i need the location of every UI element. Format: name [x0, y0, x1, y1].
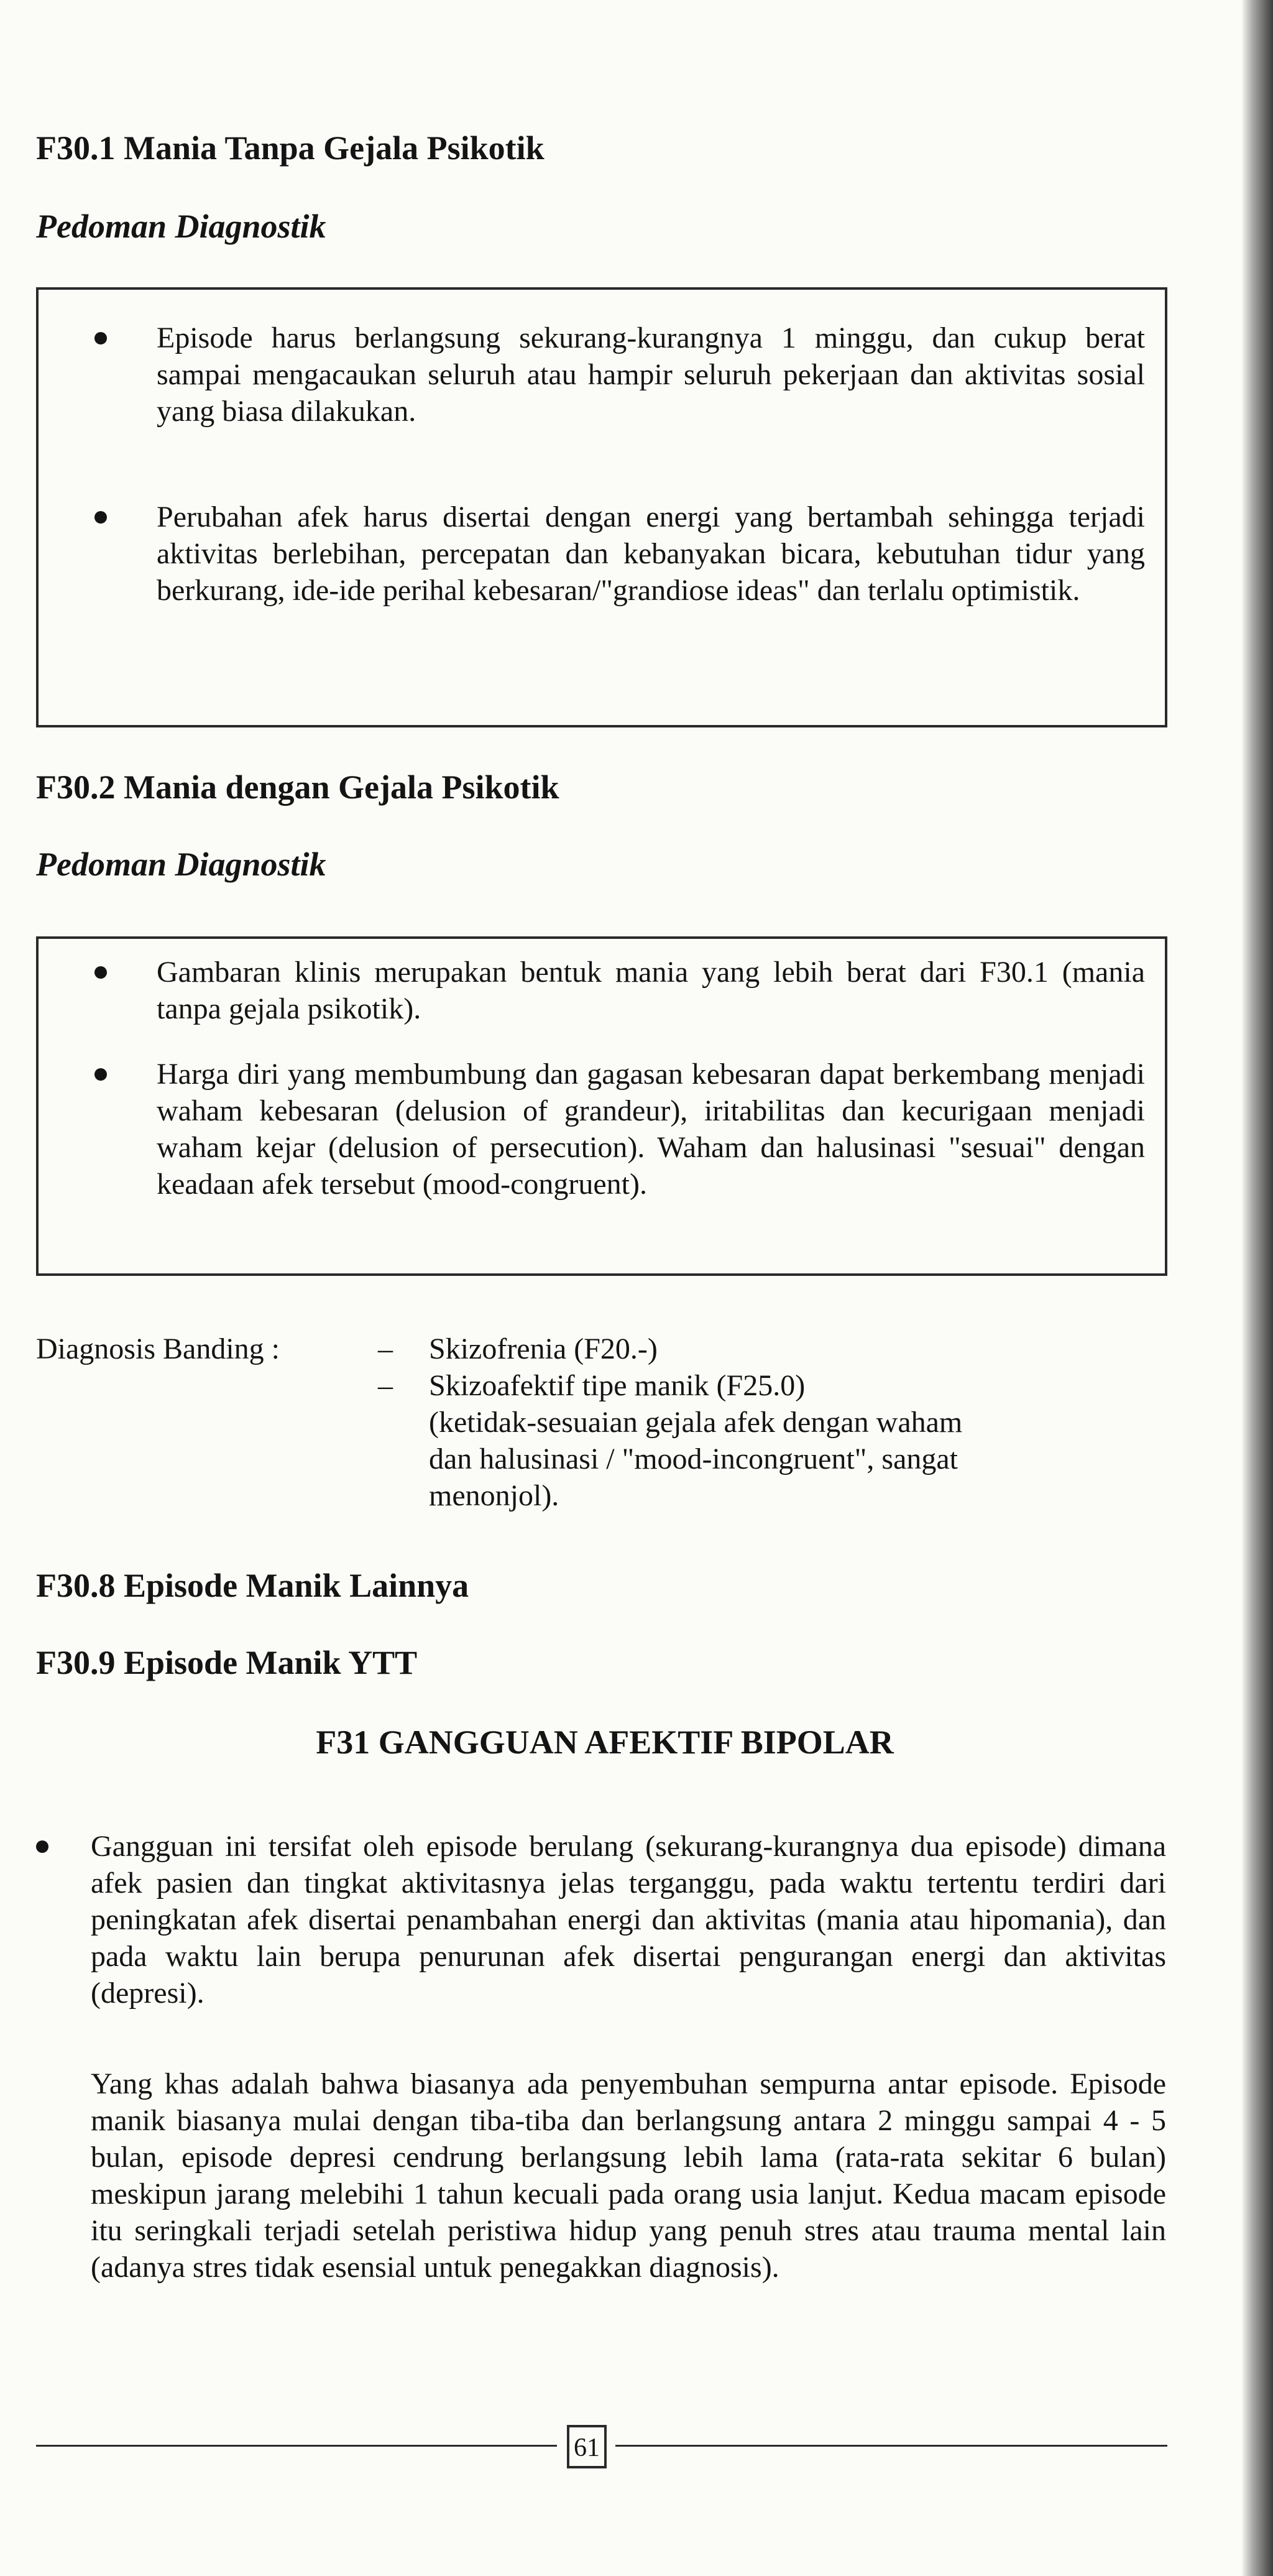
bullet-icon	[94, 332, 107, 344]
differential-label: Diagnosis Banding :	[36, 1332, 280, 1365]
criteria-box-f30-1	[36, 287, 1167, 727]
page-edge-shadow	[1242, 0, 1273, 2576]
heading-f30-1: F30.1 Mania Tanpa Gejala Psikotik	[36, 129, 545, 167]
bullet-text: Harga diri yang membumbung dan gagasan kebesaran dapat berkembang menjadi waham kebesaran (delusion of grandeur), iritabilitas dan kecurigaan menjadi waham kejar (delusion of persecution). Waham dan halusinasi "sesuai" dengan keadaan afek tersebut (mood-congruent).	[157, 1058, 1145, 1201]
differential-item: Skizofrenia (F20.-)	[429, 1332, 658, 1365]
bullet-icon	[94, 1068, 107, 1081]
differential-dash: –	[378, 1369, 393, 1402]
bullet-text: Episode harus berlangsung sekurang-kurangnya 1 minggu, dan cukup berat sampai mengacaukan seluruh atau hampir seluruh pekerjaan dan aktivitas sosial yang biasa dilakukan.	[157, 321, 1145, 428]
differential-note-line: dan halusinasi / "mood-incongruent", sangat	[429, 1443, 958, 1475]
bullet-text: Gambaran klinis merupakan bentuk mania yang lebih berat dari F30.1 (mania tanpa gejala psikotik).	[157, 956, 1145, 1025]
paragraph-text: Gangguan ini tersifat oleh episode berulang (sekurang-kurangnya dua episode) dimana afek pasien dan tingkat aktivitasnya jelas terganggu, pada waktu tertentu terdiri dari peningkatan afek disertai penambahan energi dan aktivitas (mania atau hipomania), dan pada waktu lain berupa penurunan afek disertai pengurangan energi dan aktivitas (depresi).	[91, 1830, 1166, 2010]
footer-rule-left	[36, 2445, 557, 2447]
bullet-icon	[36, 1840, 48, 1853]
page-number: 61	[567, 2425, 607, 2468]
differential-dash: –	[378, 1332, 393, 1365]
differential-item: Skizoafektif tipe manik (F25.0)	[429, 1369, 806, 1402]
subheading-pedoman-f30-2: Pedoman Diagnostik	[36, 846, 326, 883]
footer-rule-right	[615, 2445, 1167, 2447]
criteria-box-f30-2	[36, 936, 1167, 1276]
differential-note-line: (ketidak-sesuaian gejala afek dengan waham	[429, 1406, 963, 1439]
bullet-text: Perubahan afek harus disertai dengan energi yang bertambah sehingga terjadi aktivitas berlebihan, percepatan dan kebanyakan bicara, kebutuhan tidur yang berkurang, ide-ide perihal kebesaran/"grandiose ideas" dan terlalu optimistik.	[157, 501, 1145, 607]
section-title-f31: F31 GANGGUAN AFEKTIF BIPOLAR	[316, 1724, 894, 1761]
subheading-pedoman-f30-1: Pedoman Diagnostik	[36, 208, 326, 245]
paragraph-text: Yang khas adalah bahwa biasanya ada penyembuhan sempurna antar episode. Episode manik biasanya mulai dengan tiba-tiba dan berlangsung antara 2 minggu sampai 4 - 5 bulan, episode depresi cendrung berlangsung lebih lama (rata-rata sekitar 6 bulan) meskipun jarang melebihi 1 tahun kecuali pada orang usia lanjut. Kedua macam episode itu seringkali terjadi setelah peristiwa hidup yang penuh stres atau trauma mental lain (adanya stres tidak esensial untuk penegakkan diagnosis).	[91, 2067, 1166, 2284]
bullet-icon	[94, 966, 107, 979]
bullet-icon	[94, 511, 107, 524]
differential-note-line: menonjol).	[429, 1479, 559, 1512]
heading-f30-9: F30.9 Episode Manik YTT	[36, 1644, 418, 1681]
heading-f30-8: F30.8 Episode Manik Lainnya	[36, 1567, 469, 1604]
heading-f30-2: F30.2 Mania dengan Gejala Psikotik	[36, 769, 559, 806]
